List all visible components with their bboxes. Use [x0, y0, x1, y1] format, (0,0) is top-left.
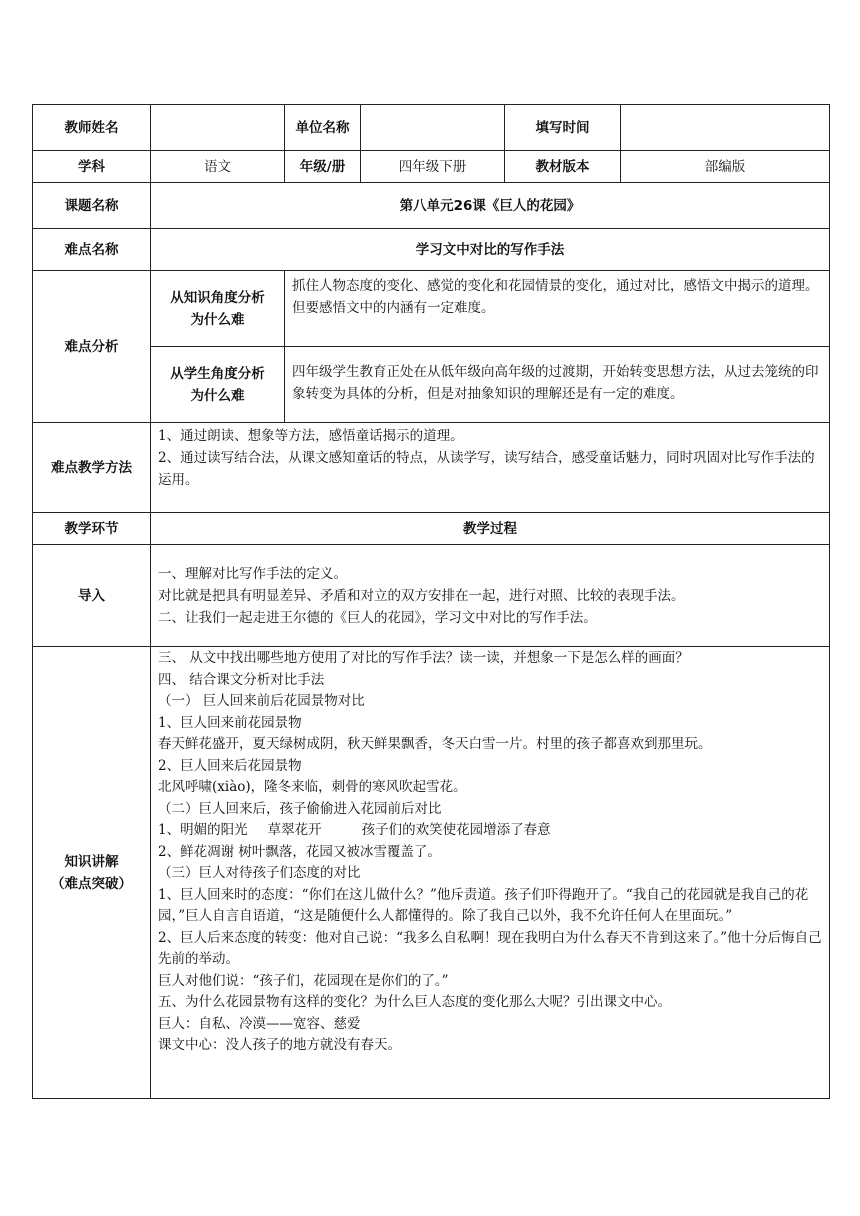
analysis-student-row — [33, 347, 830, 423]
intro-label: 导入 — [33, 545, 151, 647]
knowledge-line: （二）巨人回来后，孩子偷偷进入花园前后对比 — [158, 800, 442, 817]
lesson-plan-table — [32, 104, 830, 1099]
method-line: 2、通过读写结合法，从课文感知童话的特点，从读学写，读写结合，感受童话魅力，同时巩固对比写作手法的运用。 — [158, 450, 815, 488]
knowledge-label-line2: （难点突破） — [51, 875, 132, 892]
knowledge-line: 2、巨人后来态度的转变：他对自己说：“我多么自私啊！现在我明白为什么春天不肯到这来了。”他十分后悔自己先前的举动。 — [158, 929, 822, 967]
difficulty-label: 难点名称 — [33, 229, 151, 271]
knowledge-line: 1、巨人回来时的态度：“你们在这儿做什么？”他斥责道。孩子们吓得跑开了。“我自己的花园就是我自己的花园，”巨人自言自语道，“这是随便什么人都懂得的。除了我自己以外，我不允许任何人在里面玩。” — [158, 886, 809, 924]
knowledge-angle-text: 抓住人物态度的变化、感觉的变化和花园情景的变化，通过对比，感悟文中揭示的道理。但要感悟文中的内涵有一定难度。 — [285, 271, 830, 347]
date-label: 填写时间 — [505, 105, 621, 151]
header-row — [33, 105, 830, 151]
knowledge-line: 北风呼啸(xiào)，隆冬来临，刺骨的寒风吹起雪花。 — [158, 779, 467, 795]
intro-line: 对比就是把具有明显差异、矛盾和对立的双方安排在一起，进行对照、比较的表现手法。 — [158, 587, 685, 604]
knowledge-line: （三）巨人对待孩子们态度的对比 — [158, 865, 361, 881]
contrast-b: 草翠花开 — [267, 822, 322, 838]
knowledge-line: 四、 结合课文分析对比手法 — [158, 671, 325, 688]
process-header-row — [33, 513, 830, 545]
knowledge-contrast-line — [158, 820, 823, 842]
date-value — [621, 105, 830, 151]
difficulty-value: 学习文中对比的写作手法 — [151, 229, 830, 271]
knowledge-line: 2、鲜花凋谢 树叶飘落，花园又被冰雪覆盖了。 — [158, 843, 441, 860]
edition-value: 部编版 — [621, 151, 830, 183]
method-text — [151, 423, 830, 513]
intro-row — [33, 545, 830, 647]
knowledge-line: 2、巨人回来后花园景物 — [158, 757, 302, 774]
unit-value — [361, 105, 505, 151]
method-line: 1、通过朗读、想象等方法，感悟童话揭示的道理。 — [158, 428, 464, 444]
knowledge-line: 春天鲜花盛开，夏天绿树成阴，秋天鲜果飘香，冬天白雪一片。村里的孩子都喜欢到那里玩。 — [158, 736, 712, 752]
stage-label: 教学环节 — [33, 513, 151, 545]
contrast-c: 孩子们的欢笑使花园增添了春意 — [361, 822, 551, 838]
knowledge-line: 巨人：自私、冷漠——宽容、慈爱 — [158, 1015, 361, 1032]
teacher-value — [151, 105, 285, 151]
lesson-title-row — [33, 183, 830, 229]
intro-line: 一、理解对比写作手法的定义。 — [158, 565, 347, 582]
knowledge-line: 巨人对他们说：“孩子们，花园现在是你们的了。” — [158, 972, 449, 989]
student-angle-text: 四年级学生教育正处在从低年级向高年级的过渡期，开始转变思想方法，从过去笼统的印象转变为具体的分析，但是对抽象知识的理解还是有一定的难度。 — [285, 347, 830, 423]
knowledge-line: 1、巨人回来前花园景物 — [158, 714, 302, 731]
grade-value: 四年级下册 — [361, 151, 505, 183]
subject-value: 语文 — [151, 151, 285, 183]
knowledge-line: （一） 巨人回来前后花园景物对比 — [158, 693, 365, 709]
knowledge-row — [33, 647, 830, 1099]
info-row — [33, 151, 830, 183]
edition-label: 教材版本 — [505, 151, 621, 183]
knowledge-label — [33, 647, 151, 1099]
knowledge-line: 三、 从文中找出哪些地方使用了对比的写作手法？读一读，并想象一下是怎么样的画面？ — [158, 650, 689, 666]
teacher-label: 教师姓名 — [33, 105, 151, 151]
knowledge-label-line1: 知识讲解 — [64, 853, 119, 870]
intro-line: 二、让我们一起走进王尔德的《巨人的花园》，学习文中对比的写作手法。 — [158, 609, 597, 626]
unit-label: 单位名称 — [285, 105, 361, 151]
difficulty-row — [33, 229, 830, 271]
lesson-title-value: 第八单元26课《巨人的花园》 — [151, 183, 830, 229]
knowledge-line: 五、为什么花园景物有这样的变化？为什么巨人态度的变化那么大呢？引出课文中心。 — [158, 994, 671, 1010]
contrast-a: 1、明媚的阳光 — [158, 822, 248, 838]
analysis-knowledge-row — [33, 271, 830, 347]
intro-text — [151, 545, 830, 647]
subject-label: 学科 — [33, 151, 151, 183]
method-row — [33, 423, 830, 513]
knowledge-line: 课文中心：没人孩子的地方就没有春天。 — [158, 1037, 401, 1053]
student-angle-label: 从学生角度分析为什么难 — [151, 347, 285, 423]
process-label: 教学过程 — [151, 513, 830, 545]
analysis-label: 难点分析 — [33, 271, 151, 423]
lesson-title-label: 课题名称 — [33, 183, 151, 229]
method-label: 难点教学方法 — [33, 423, 151, 513]
knowledge-text — [151, 647, 830, 1099]
knowledge-angle-label: 从知识角度分析为什么难 — [151, 271, 285, 347]
grade-label: 年级/册 — [285, 151, 361, 183]
